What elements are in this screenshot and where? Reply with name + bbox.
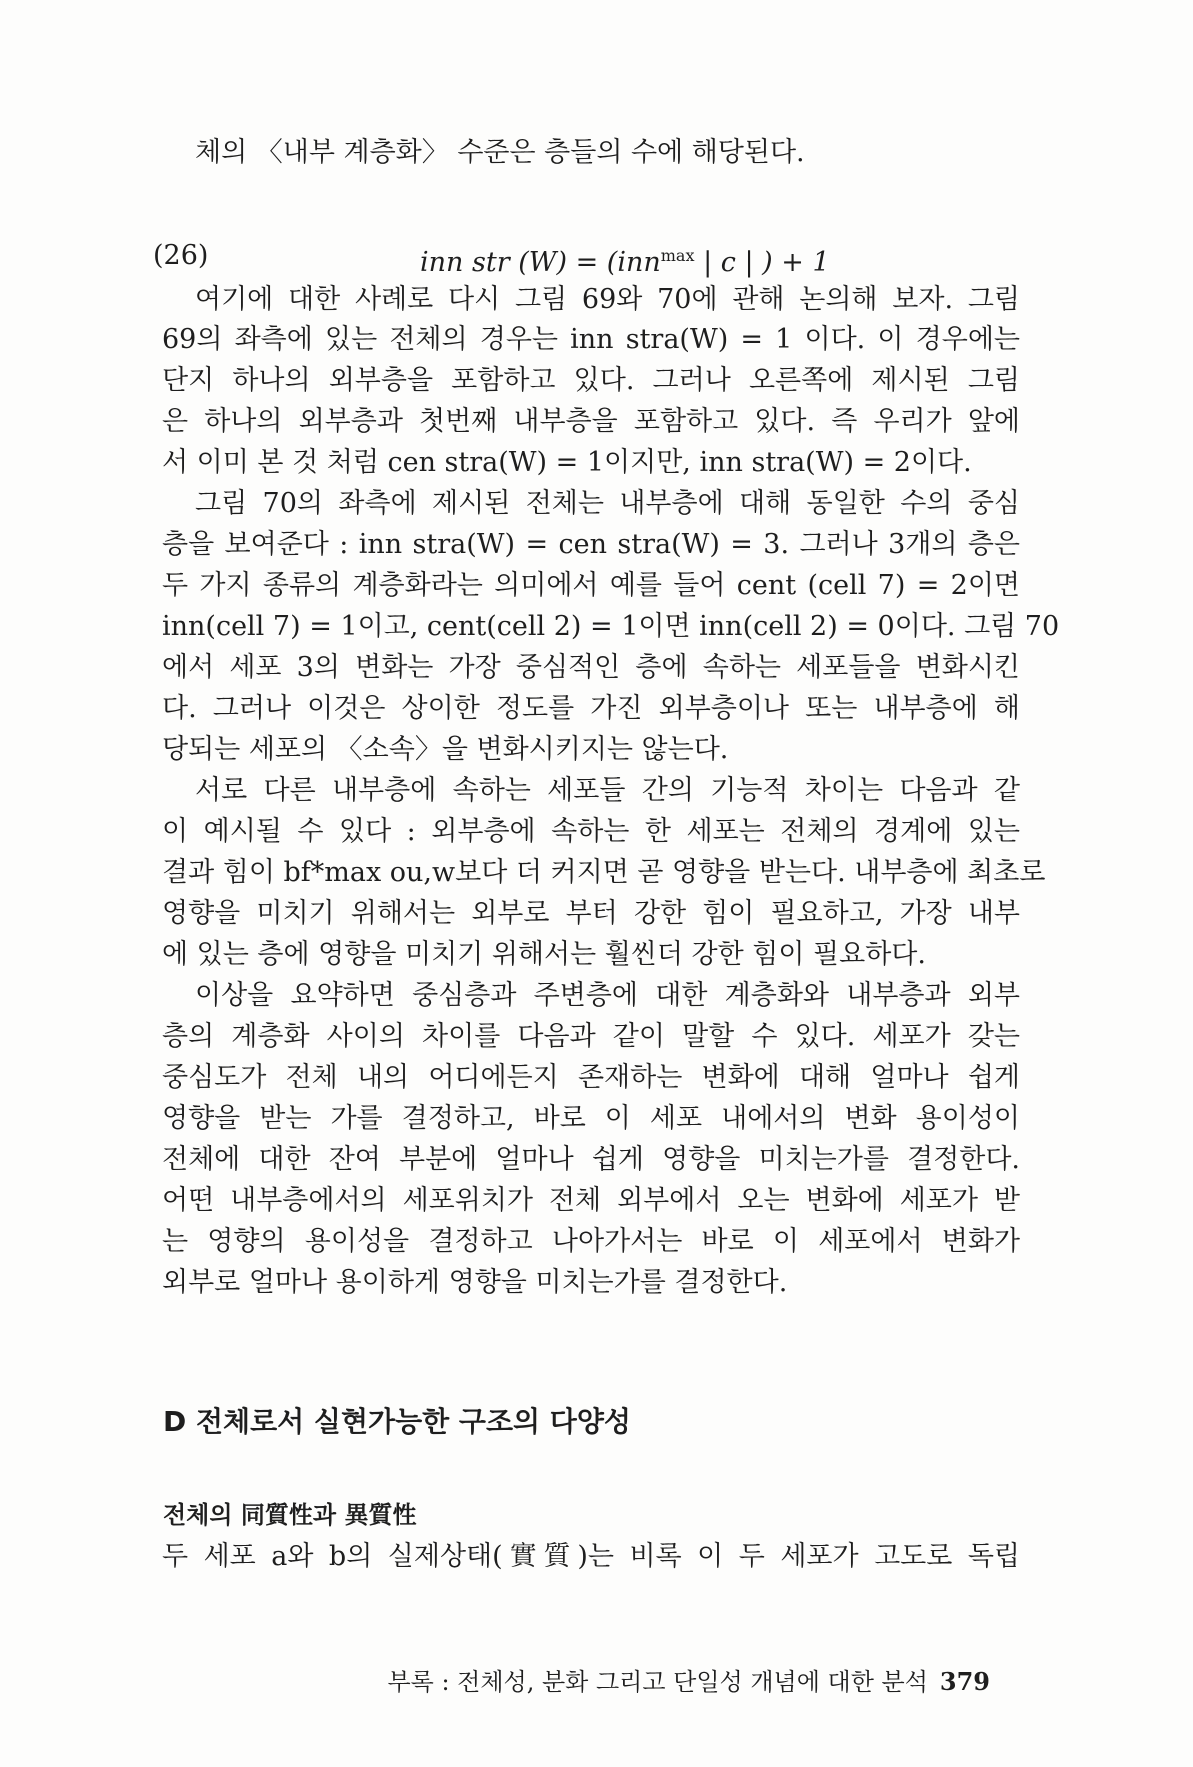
section-heading: D 전체로서 실현가능한 구조의 다양성	[163, 1405, 631, 1438]
text-line: inn(cell 7) = 1이고, cent(cell 2) = 1이면 inn(cell 2) = 0이다. 그림 70	[162, 611, 1060, 642]
text-line: 서 이미 본 것 처럼 cen stra(W) = 1이지만, inn stra(W) = 2이다.	[162, 447, 972, 478]
text-line: 서로 다른 내부층에 속하는 세포들 간의 기능적 차이는 다음과 같	[195, 775, 1020, 806]
text-line: 은 하나의 외부층과 첫번째 내부층을 포함하고 있다. 즉 우리가 앞에	[162, 406, 1020, 437]
text-line: 69의 좌측에 있는 전체의 경우는 inn stra(W) = 1 이다. 이 경우에는	[162, 324, 1020, 355]
equation-number: (26)	[153, 240, 209, 271]
text-line: 영향을 받는 가를 결정하고, 바로 이 세포 내에서의 변화 용이성이	[162, 1103, 1020, 1134]
page-number: 379	[939, 1667, 990, 1696]
equation-superscript: max	[660, 246, 695, 265]
page-footer	[328, 1665, 990, 1699]
text-line: 중심도가 전체 내의 어디에든지 존재하는 변화에 대해 얼마나 쉽게	[162, 1062, 1020, 1093]
text-line: 그림 70의 좌측에 제시된 전체는 내부층에 대해 동일한 수의 중심	[195, 488, 1020, 519]
text-line: 외부로 얼마나 용이하게 영향을 미치는가를 결정한다.	[162, 1267, 788, 1298]
text-line: 층을 보여준다 : inn stra(W) = cen stra(W) = 3. 그러나 3개의 층은	[162, 529, 1020, 560]
text-line: 두 가지 종류의 계층화라는 의미에서 예를 들어 cent (cell 7) = 2이면	[162, 570, 1020, 601]
text-line: 에 있는 층에 영향을 미치기 위해서는 훨씬더 강한 힘이 필요하다.	[162, 939, 926, 970]
text-line: 결과 힘이 bf*max ou,w보다 더 커지면 곧 영향을 받는다. 내부층에 최초로	[162, 857, 1046, 888]
text-line: 에서 세포 3의 변화는 가장 중심적인 층에 속하는 세포들을 변화시킨	[162, 652, 1020, 683]
text-line: 이상을 요약하면 중심층과 주변층에 대한 계층화와 내부층과 외부	[195, 980, 1020, 1011]
running-title: 부록 : 전체성, 분화 그리고 단일성 개념에 대한 분석	[387, 1668, 928, 1696]
text-line: 영향을 미치기 위해서는 외부로 부터 강한 힘이 필요하고, 가장 내부	[162, 898, 1020, 929]
text-line: 당되는 세포의 〈소속〉을 변화시키지는 않는다.	[162, 734, 729, 765]
text-line: 다. 그러나 이것은 상이한 정도를 가진 외부층이나 또는 내부층에 해	[162, 693, 1020, 724]
text-line: 여기에 대한 사례로 다시 그림 69와 70에 관해 논의해 보자. 그림	[195, 284, 1020, 315]
text-line: 체의 〈내부 계층화〉 수준은 층들의 수에 해당된다.	[195, 137, 805, 168]
text-line: 어떤 내부층에서의 세포위치가 전체 외부에서 오는 변화에 세포가 받	[162, 1185, 1020, 1216]
equation-text: inn str (W) = (inn	[420, 247, 661, 278]
equation	[420, 236, 830, 283]
text-line: 이 예시될 수 있다 : 외부층에 속하는 한 세포는 전체의 경계에 있는	[162, 816, 1020, 847]
text-line: 전체에 대한 잔여 부분에 얼마나 쉽게 영향을 미치는가를 결정한다.	[162, 1144, 1020, 1175]
text-line: 층의 계층화 사이의 차이를 다음과 같이 말할 수 있다. 세포가 갖는	[162, 1021, 1020, 1052]
subsection-heading: 전체의 同質性과 異質性	[163, 1501, 417, 1529]
text-line: 두 세포 a와 b의 실제상태(實質)는 비록 이 두 세포가 고도로 독립	[162, 1541, 1020, 1572]
text-line: 단지 하나의 외부층을 포함하고 있다. 그러나 오른쪽에 제시된 그림	[162, 365, 1020, 396]
equation-rest: | c | ) + 1	[694, 247, 830, 278]
text-line: 는 영향의 용이성을 결정하고 나아가서는 바로 이 세포에서 변화가	[162, 1226, 1020, 1257]
